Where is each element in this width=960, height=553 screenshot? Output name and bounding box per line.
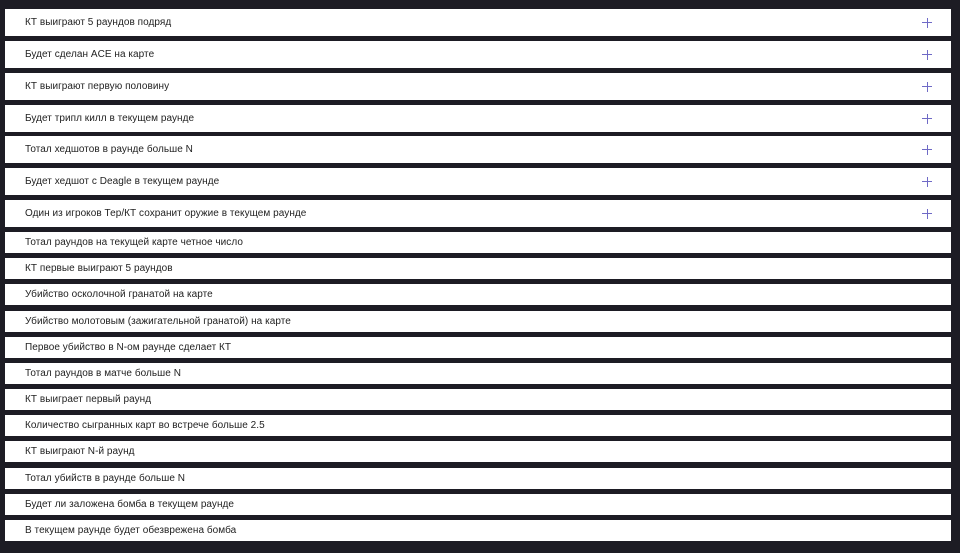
market-label: Тотал раундов на текущей карте четное число	[25, 237, 243, 248]
market-label: Тотал хедшотов в раунде больше N	[25, 144, 193, 155]
market-label: Будет ли заложена бомба в текущем раунде	[25, 499, 235, 510]
market-row[interactable]	[5, 105, 951, 132]
market-label: Убийство осколочной гранатой на карте	[25, 289, 213, 300]
market-label: КТ первые выиграют 5 раундов	[25, 263, 173, 274]
market-label: Первое убийство в N-ом раунде сделает КТ	[25, 342, 232, 353]
market-row[interactable]	[5, 168, 951, 195]
plus-icon[interactable]	[922, 114, 932, 124]
plus-icon[interactable]	[922, 145, 932, 155]
market-row[interactable]	[5, 258, 951, 279]
market-row[interactable]	[5, 441, 951, 462]
plus-icon[interactable]	[922, 177, 932, 187]
market-label: Количество сыгранных карт во встрече больше 2.5	[25, 420, 265, 431]
market-row[interactable]	[5, 200, 951, 227]
market-row[interactable]	[5, 232, 951, 253]
market-label: Тотал убийств в раунде больше N	[25, 473, 186, 484]
market-row[interactable]	[5, 73, 951, 100]
market-row[interactable]	[5, 41, 951, 68]
market-row[interactable]	[5, 520, 951, 541]
market-row[interactable]	[5, 363, 951, 384]
plus-icon[interactable]	[922, 82, 932, 92]
market-label: КТ выиграют N-й раунд	[25, 446, 135, 457]
market-row[interactable]	[5, 9, 951, 36]
market-label: Будет хедшот с Deagle в текущем раунде	[25, 176, 220, 187]
market-row[interactable]	[5, 389, 951, 410]
plus-icon[interactable]	[922, 209, 932, 219]
market-label: Будет трипл килл в текущем раунде	[25, 113, 195, 124]
market-row[interactable]	[5, 311, 951, 332]
market-row[interactable]	[5, 337, 951, 358]
market-label: КТ выиграет первый раунд	[25, 394, 152, 405]
market-label: Убийство молотовым (зажигательной гранатой) на карте	[25, 316, 291, 327]
market-row[interactable]	[5, 415, 951, 436]
market-row[interactable]	[5, 494, 951, 515]
market-label: В текущем раунде будет обезврежена бомба	[25, 525, 237, 536]
market-label: Тотал раундов в матче больше N	[25, 368, 181, 379]
market-label: Будет сделан ACE на карте	[25, 49, 155, 60]
market-label: КТ выиграют первую половину	[25, 81, 170, 92]
market-row[interactable]	[5, 468, 951, 489]
plus-icon[interactable]	[922, 50, 932, 60]
market-row[interactable]	[5, 136, 951, 163]
market-label: КТ выиграют 5 раундов подряд	[25, 17, 172, 28]
market-row[interactable]	[5, 284, 951, 305]
plus-icon[interactable]	[922, 18, 932, 28]
market-label: Один из игроков Тер/КТ сохранит оружие в текущем раунде	[25, 208, 307, 219]
